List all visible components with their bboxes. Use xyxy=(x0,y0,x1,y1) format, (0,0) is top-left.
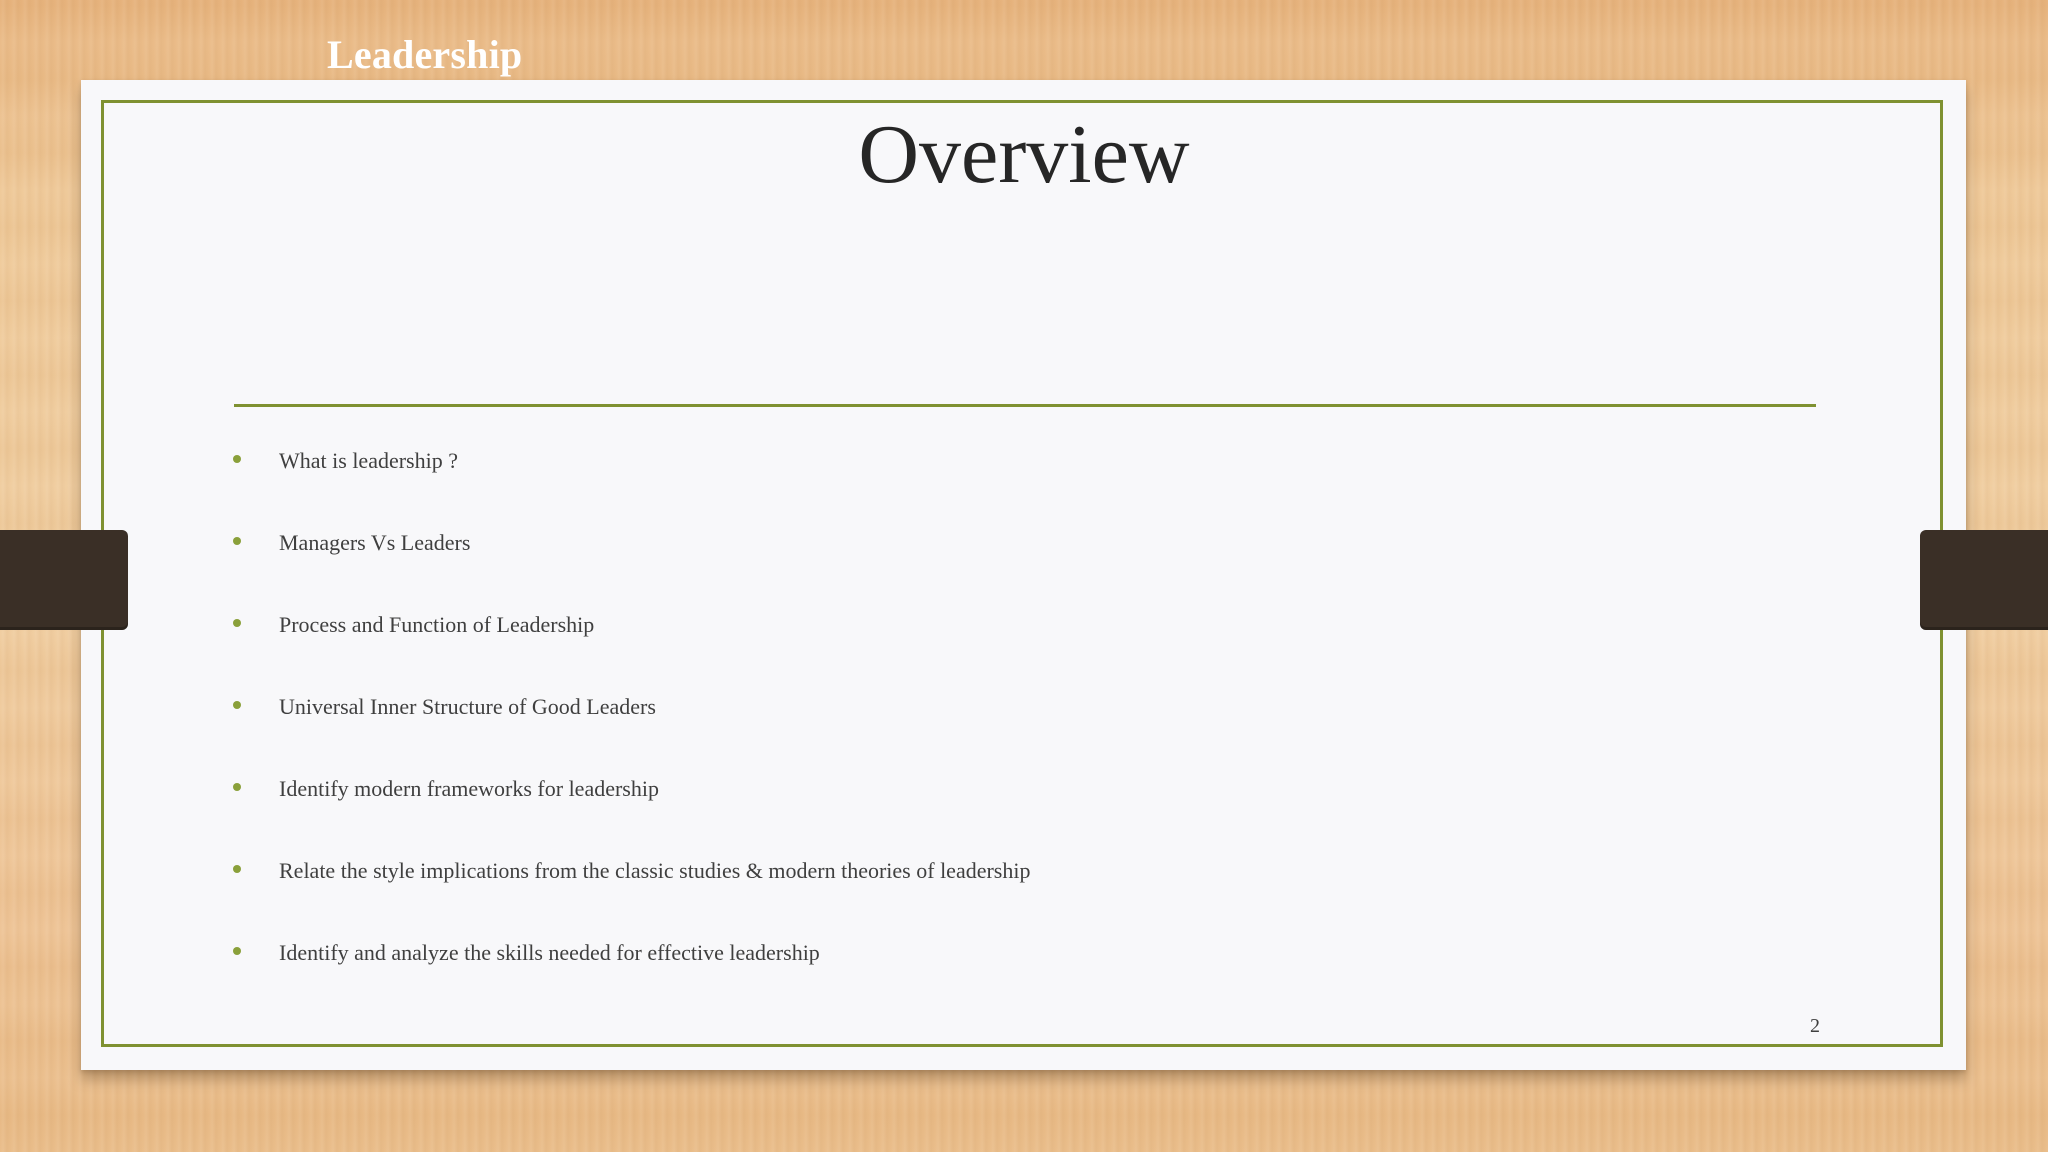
right-binder-clip xyxy=(1920,530,2048,630)
bullet-item xyxy=(232,830,1030,912)
title-divider xyxy=(234,404,1816,407)
bullet-item xyxy=(232,912,1030,994)
bullet-item xyxy=(232,584,1030,666)
bullet-dot-icon xyxy=(233,947,241,955)
bullet-text: Identify modern frameworks for leadership xyxy=(279,776,659,801)
bullet-list xyxy=(232,420,1030,994)
bullet-text: Relate the style implications from the classic studies & modern theories of leadership xyxy=(279,858,1031,883)
bullet-dot-icon xyxy=(233,619,241,627)
slide-heading: Overview xyxy=(858,108,1190,201)
bullet-dot-icon xyxy=(233,865,241,873)
deck-title: Leadership xyxy=(327,32,523,77)
bullet-dot-icon xyxy=(233,455,241,463)
left-binder-clip xyxy=(0,530,128,630)
bullet-dot-icon xyxy=(233,701,241,709)
bullet-text: Universal Inner Structure of Good Leaders xyxy=(279,694,656,719)
bullet-dot-icon xyxy=(233,783,241,791)
bullet-dot-icon xyxy=(233,537,241,545)
bullet-text: Identify and analyze the skills needed for effective leadership xyxy=(279,940,820,965)
bullet-item xyxy=(232,420,1030,502)
bullet-text: What is leadership ? xyxy=(279,448,458,473)
bullet-item xyxy=(232,666,1030,748)
bullet-item xyxy=(232,748,1030,830)
page-number: 2 xyxy=(1810,1015,1820,1037)
bullet-text: Process and Function of Leadership xyxy=(279,612,595,637)
bullet-text: Managers Vs Leaders xyxy=(279,530,471,555)
bullet-item xyxy=(232,502,1030,584)
